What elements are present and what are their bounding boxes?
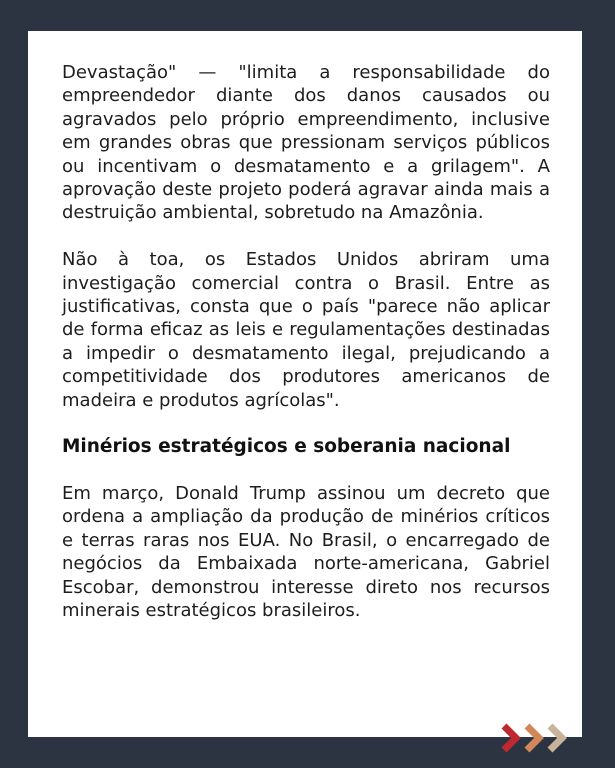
chevron-right-icon [550, 726, 562, 750]
paragraph-3: Em março, Donald Trump assinou um decreto que ordena a ampliação da produção de minérios críticos e terras raras nos EUA. No Brasil, o encarregado de negócios da Embaixada norte-americana, Gabriel Escobar, demonstrou interesse direto nos recursos minerais estratégicos brasileiros. [62, 483, 550, 622]
chevrons-svg [500, 722, 580, 754]
paragraph-2: Não à toa, os Estados Unidos abriram uma investigação comercial contra o Brasil. Entre as justificativas, consta que o país "parece não aplicar de forma eficaz as leis e regulamentações destinadas a impedir o desmatamento ilegal, prejudicando a competitividade dos produtores americanos de madeira e produtos agrícolas". [62, 249, 550, 411]
section-heading: Minérios estratégicos e soberania nacional [62, 436, 511, 458]
paragraph-1: Devastação" — "limita a responsabilidade do empreendedor diante dos danos causados ou agravados pelo próprio empreendimento, inclusive em grandes obras que pressionam serviços públicos ou incentivam o desmatamento e a grilagem". A aprovação deste projeto poderá agravar ainda mais a destruição ambiental, sobretudo na Amazônia. [62, 62, 550, 224]
chevron-right-icon [527, 726, 539, 750]
next-arrows[interactable] [500, 722, 580, 754]
chevron-right-icon [504, 726, 516, 750]
content-card [28, 31, 582, 737]
